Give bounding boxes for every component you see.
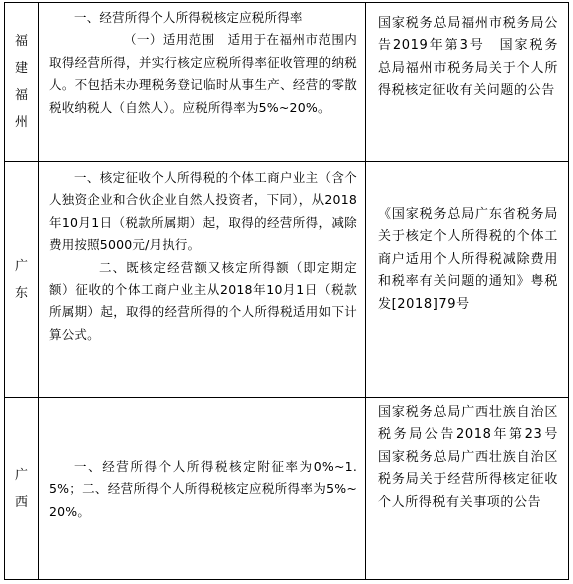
region-label: 广西 [14,467,28,510]
region-cell [5,398,39,579]
policy-paragraph: 一、核定征收个人所得税的个体工商户业主（含个人独资企业和合伙企业自然人投资者，下同），从2018年10月1日（税款所属期）起，取得的经营所得，减除费用按照5000元/月执行。 [49,170,357,253]
policy-paragraph: （一）适用范围 适用于在福州市范围内取得经营所得，并实行核定应税所得率征收管理的纳税人。不包括未办理税务登记临时从事生产、经营的零散税收纳税人（自然人）。应税所得率为5%~20%。 [49,32,357,115]
policy-paragraph: 一、经营所得个人所得税核定应税所得率 [74,10,303,25]
policy-table [4,2,572,580]
policy-cell [39,398,366,579]
policy-text [49,167,357,346]
policy-text [49,7,357,119]
table-row [5,3,568,162]
source-text: 国家税务总局广西壮族自治区税务局公告2018年第23号 国家税务总局广西壮族自治区税务局关于经营所得核定征收个人所得税有关事项的公告 [378,405,572,510]
source-text: 国家税务总局福州市税务局公告2019年第3号 国家税务总局福州市税务局关于个人所得税核定征收有关问题的公告 [378,16,558,99]
policy-paragraph: 一、经营所得个人所得税核定附征率为0%~1.5%；二、经营所得个人所得税核定应税所得率为5%~20%。 [49,459,357,519]
region-label: 广东 [14,258,28,301]
source-cell [366,398,572,579]
region-label: 福建福州 [14,34,28,130]
policy-cell [39,162,366,397]
source-cell [366,3,568,161]
policy-cell [39,3,366,161]
policy-paragraph: 二、既核定经营额又核定所得额（即定期定额）征收的个体工商户业主从2018年10月1日（税款所属期）起，取得的经营所得的个人所得税适用如下计算公式。 [49,259,357,342]
region-cell [5,3,39,161]
source-cell [366,162,568,397]
source-text: 《国家税务总局广东省税务局关于核定个人所得税的个体工商户适用个人所得税减除费用和税率有关问题的通知》粤税发[2018]79号 [378,207,558,312]
table-row [5,398,572,579]
table-row [5,162,568,398]
region-cell [5,162,39,397]
policy-text [49,456,357,523]
